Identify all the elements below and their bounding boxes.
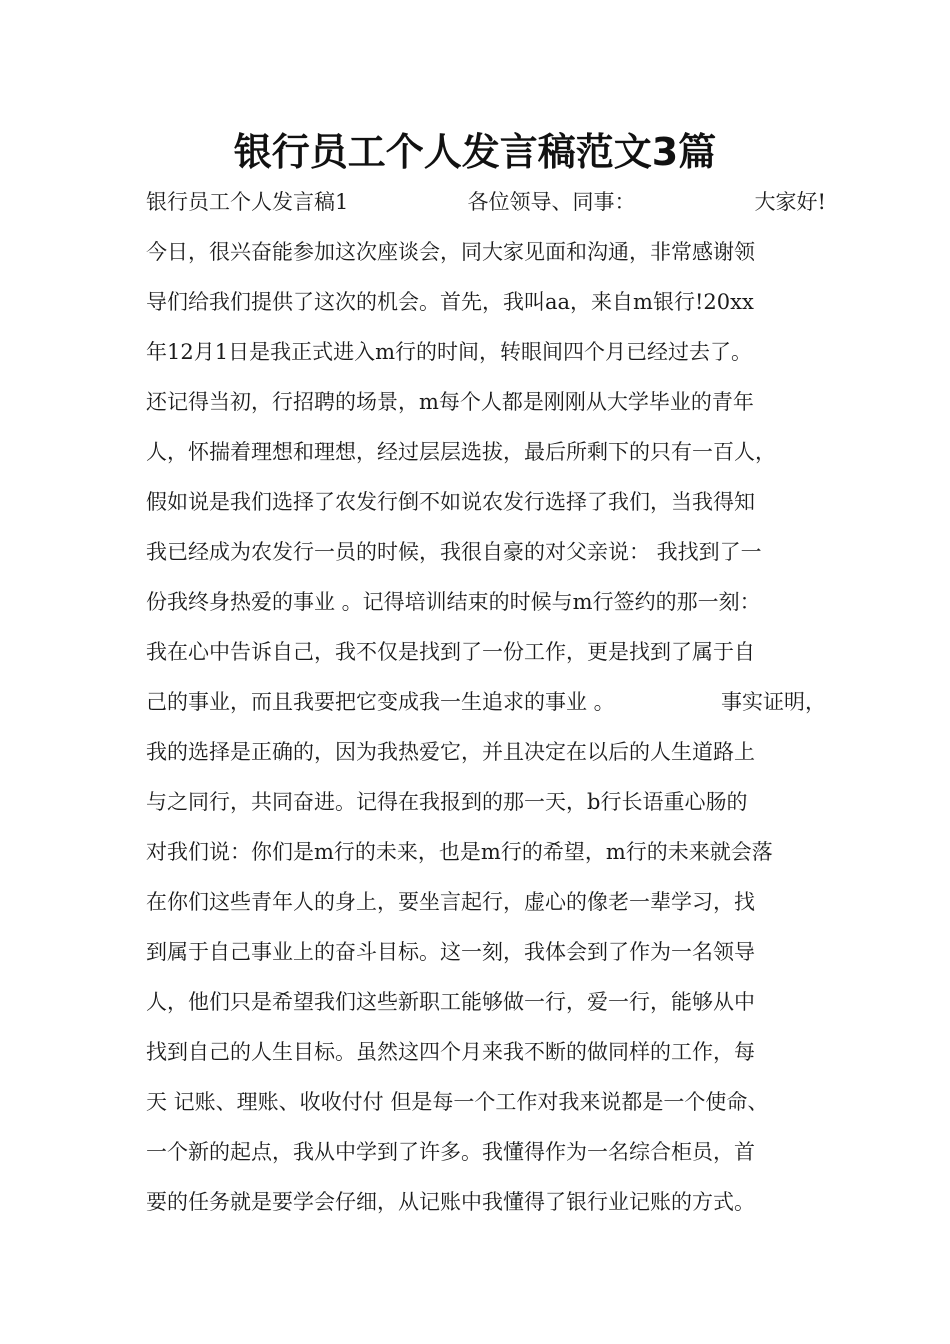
text-segment-left: 己的事业，而且我要把它变成我一生追求的事业 。 <box>146 690 615 714</box>
text-line: 假如说是我们选择了农发行倒不如说农发行选择了我们，当我得知 <box>146 490 755 514</box>
text-line: 导们给我们提供了这次的机会。首先，我叫aa，来自m银行!20xx <box>146 290 754 314</box>
text-line-heading <box>146 177 826 227</box>
text-line: 份我终身热爱的事业 。记得培训结束的时候与m行签约的那一刻： <box>146 590 761 614</box>
text-line: 在你们这些青年人的身上，要坐言起行，虚心的像老一辈学习，找 <box>146 890 755 914</box>
text-line: 年12月1日是我正式进入m行的时间，转眼间四个月已经过去了。 <box>146 340 752 364</box>
document-title: 银行员工个人发言稿范文3篇 <box>233 130 717 174</box>
text-line: 对我们说：你们是m行的未来，也是m行的希望，m行的未来就会落 <box>146 840 773 864</box>
text-line: 一个新的起点，我从中学到了许多。我懂得作为一名综合柜员，首 <box>146 1140 755 1164</box>
document-body <box>146 177 826 1227</box>
text-line: 我在心中告诉自己，我不仅是找到了一份工作，更是找到了属于自 <box>146 640 755 664</box>
text-line: 要的任务就是要学会仔细，从记账中我懂得了银行业记账的方式。 <box>146 1190 755 1214</box>
text-line: 今日，很兴奋能参加这次座谈会，同大家见面和沟通，非常感谢领 <box>146 240 755 264</box>
text-line: 人，怀揣着理想和理想，经过层层选拔，最后所剩下的只有一百人， <box>146 440 776 464</box>
text-line: 我的选择是正确的，因为我热爱它，并且决定在以后的人生道路上 <box>146 740 755 764</box>
text-line: 与之同行，共同奋进。记得在我报到的那一天，b行长语重心肠的 <box>146 790 748 814</box>
greeting: 大家好! <box>754 190 826 214</box>
speech-heading: 银行员工个人发言稿1 <box>146 190 349 214</box>
text-line: 找到自己的人生目标。虽然这四个月来我不断的做同样的工作，每 <box>146 1040 755 1064</box>
text-line: 还记得当初，行招聘的场景，m每个人都是刚刚从大学毕业的青年 <box>146 390 754 414</box>
text-line-split <box>146 677 826 727</box>
text-line: 我已经成为农发行一员的时候，我很自豪的对父亲说： 我找到了一 <box>146 540 762 564</box>
text-segment-right: 事实证明， <box>721 690 826 714</box>
text-line: 到属于自己事业上的奋斗目标。这一刻，我体会到了作为一名领导 <box>146 940 755 964</box>
text-line: 人，他们只是希望我们这些新职工能够做一行，爱一行，能够从中 <box>146 990 755 1014</box>
salutation: 各位领导、同事： <box>467 190 636 214</box>
text-line: 天 记账、理账、收收付付 但是每一个工作对我来说都是一个使命、 <box>146 1090 769 1114</box>
